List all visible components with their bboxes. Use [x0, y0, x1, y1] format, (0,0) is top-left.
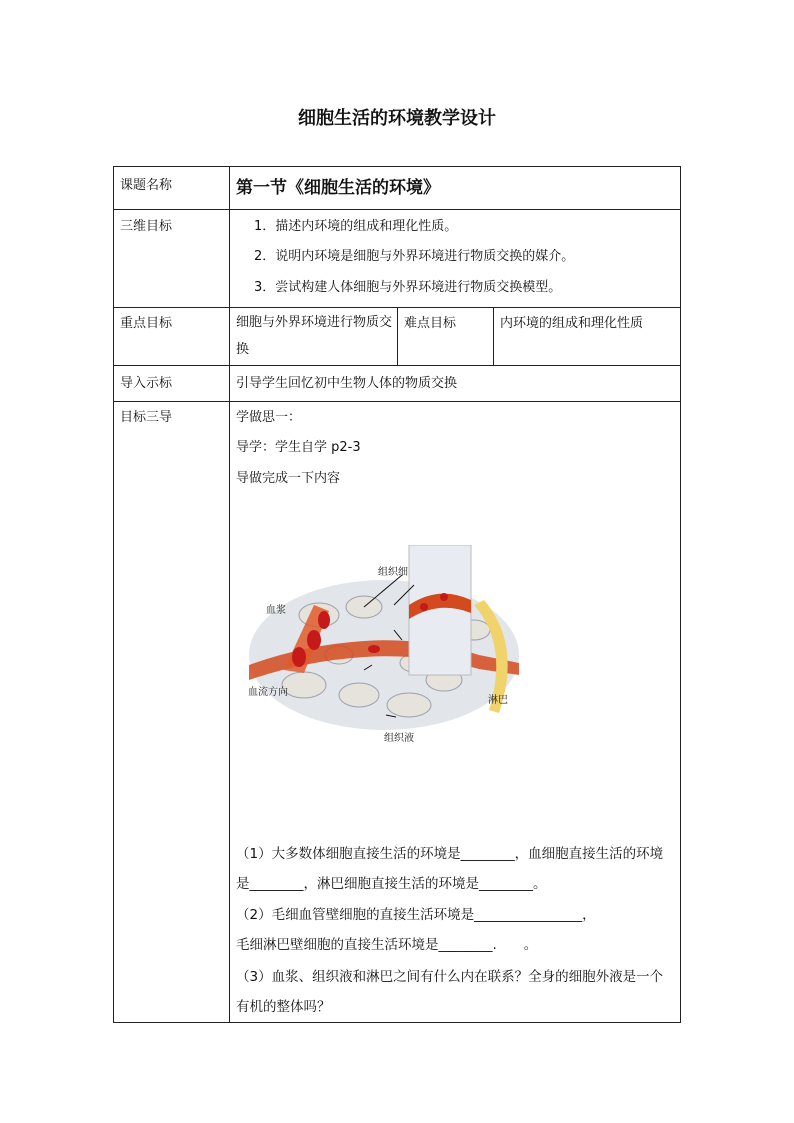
goals-label: 三维目标 — [120, 219, 173, 234]
question-2b: 毛细淋巴壁细胞的直接生活环境是________. 。 — [236, 937, 538, 953]
guide-line2: 导学：学生自学 p2-3 — [236, 440, 361, 455]
key-value: 细胞与外界环境进行物质交换 — [236, 315, 393, 357]
label-blood-flow: 血流方向 — [248, 687, 288, 698]
topic-value: 第一节《细胞生活的环境》 — [236, 178, 440, 198]
page-title: 细胞生活的环境教学设计 — [298, 108, 496, 129]
label-tissue-cell: 组织细 — [378, 567, 408, 578]
column-divider — [397, 307, 398, 365]
question-3: （3）血浆、组织液和淋巴之间有什么内在联系？全身的细胞外液是一个有机的整体吗？ — [236, 969, 664, 1015]
circulation-diagram — [244, 545, 524, 743]
goal-item: 2．说明内环境是细胞与外界环境进行物质交换的媒介。 — [254, 249, 575, 264]
column-divider — [493, 307, 494, 365]
key-label: 重点目标 — [120, 316, 173, 331]
label-tissue-fluid: 组织液 — [384, 733, 414, 743]
goal-item: 1．描述内环境的组成和理化性质。 — [254, 219, 458, 234]
column-divider — [229, 167, 230, 1022]
question-2a: （2）毛细血管壁细胞的直接生活环境是________________， — [236, 907, 596, 923]
label-plasma: 血浆 — [266, 605, 286, 616]
difficulty-value: 内环境的组成和理化性质 — [500, 316, 644, 331]
guide-line3: 导做完成一下内容 — [236, 471, 341, 486]
row-divider — [114, 401, 680, 402]
intro-label: 导入示标 — [120, 376, 173, 391]
goal-item: 3．尝试构建人体细胞与外界环境进行物质交换模型。 — [254, 280, 562, 295]
label-lymph: 淋巴 — [488, 695, 508, 706]
difficulty-label: 难点目标 — [404, 316, 457, 331]
lesson-table — [113, 166, 681, 1023]
question-1: （1）大多数体细胞直接生活的环境是________，血细胞直接生活的环境是________，淋巴细胞直接生活的环境是________。 — [236, 846, 664, 892]
guide-line1: 学做思一： — [236, 410, 302, 425]
intro-value: 引导学生回忆初中生物人体的物质交换 — [236, 376, 458, 391]
row-divider — [114, 209, 680, 210]
row-divider — [114, 365, 680, 366]
topic-label: 课题名称 — [120, 178, 173, 193]
guide-label: 目标三导 — [120, 410, 173, 425]
